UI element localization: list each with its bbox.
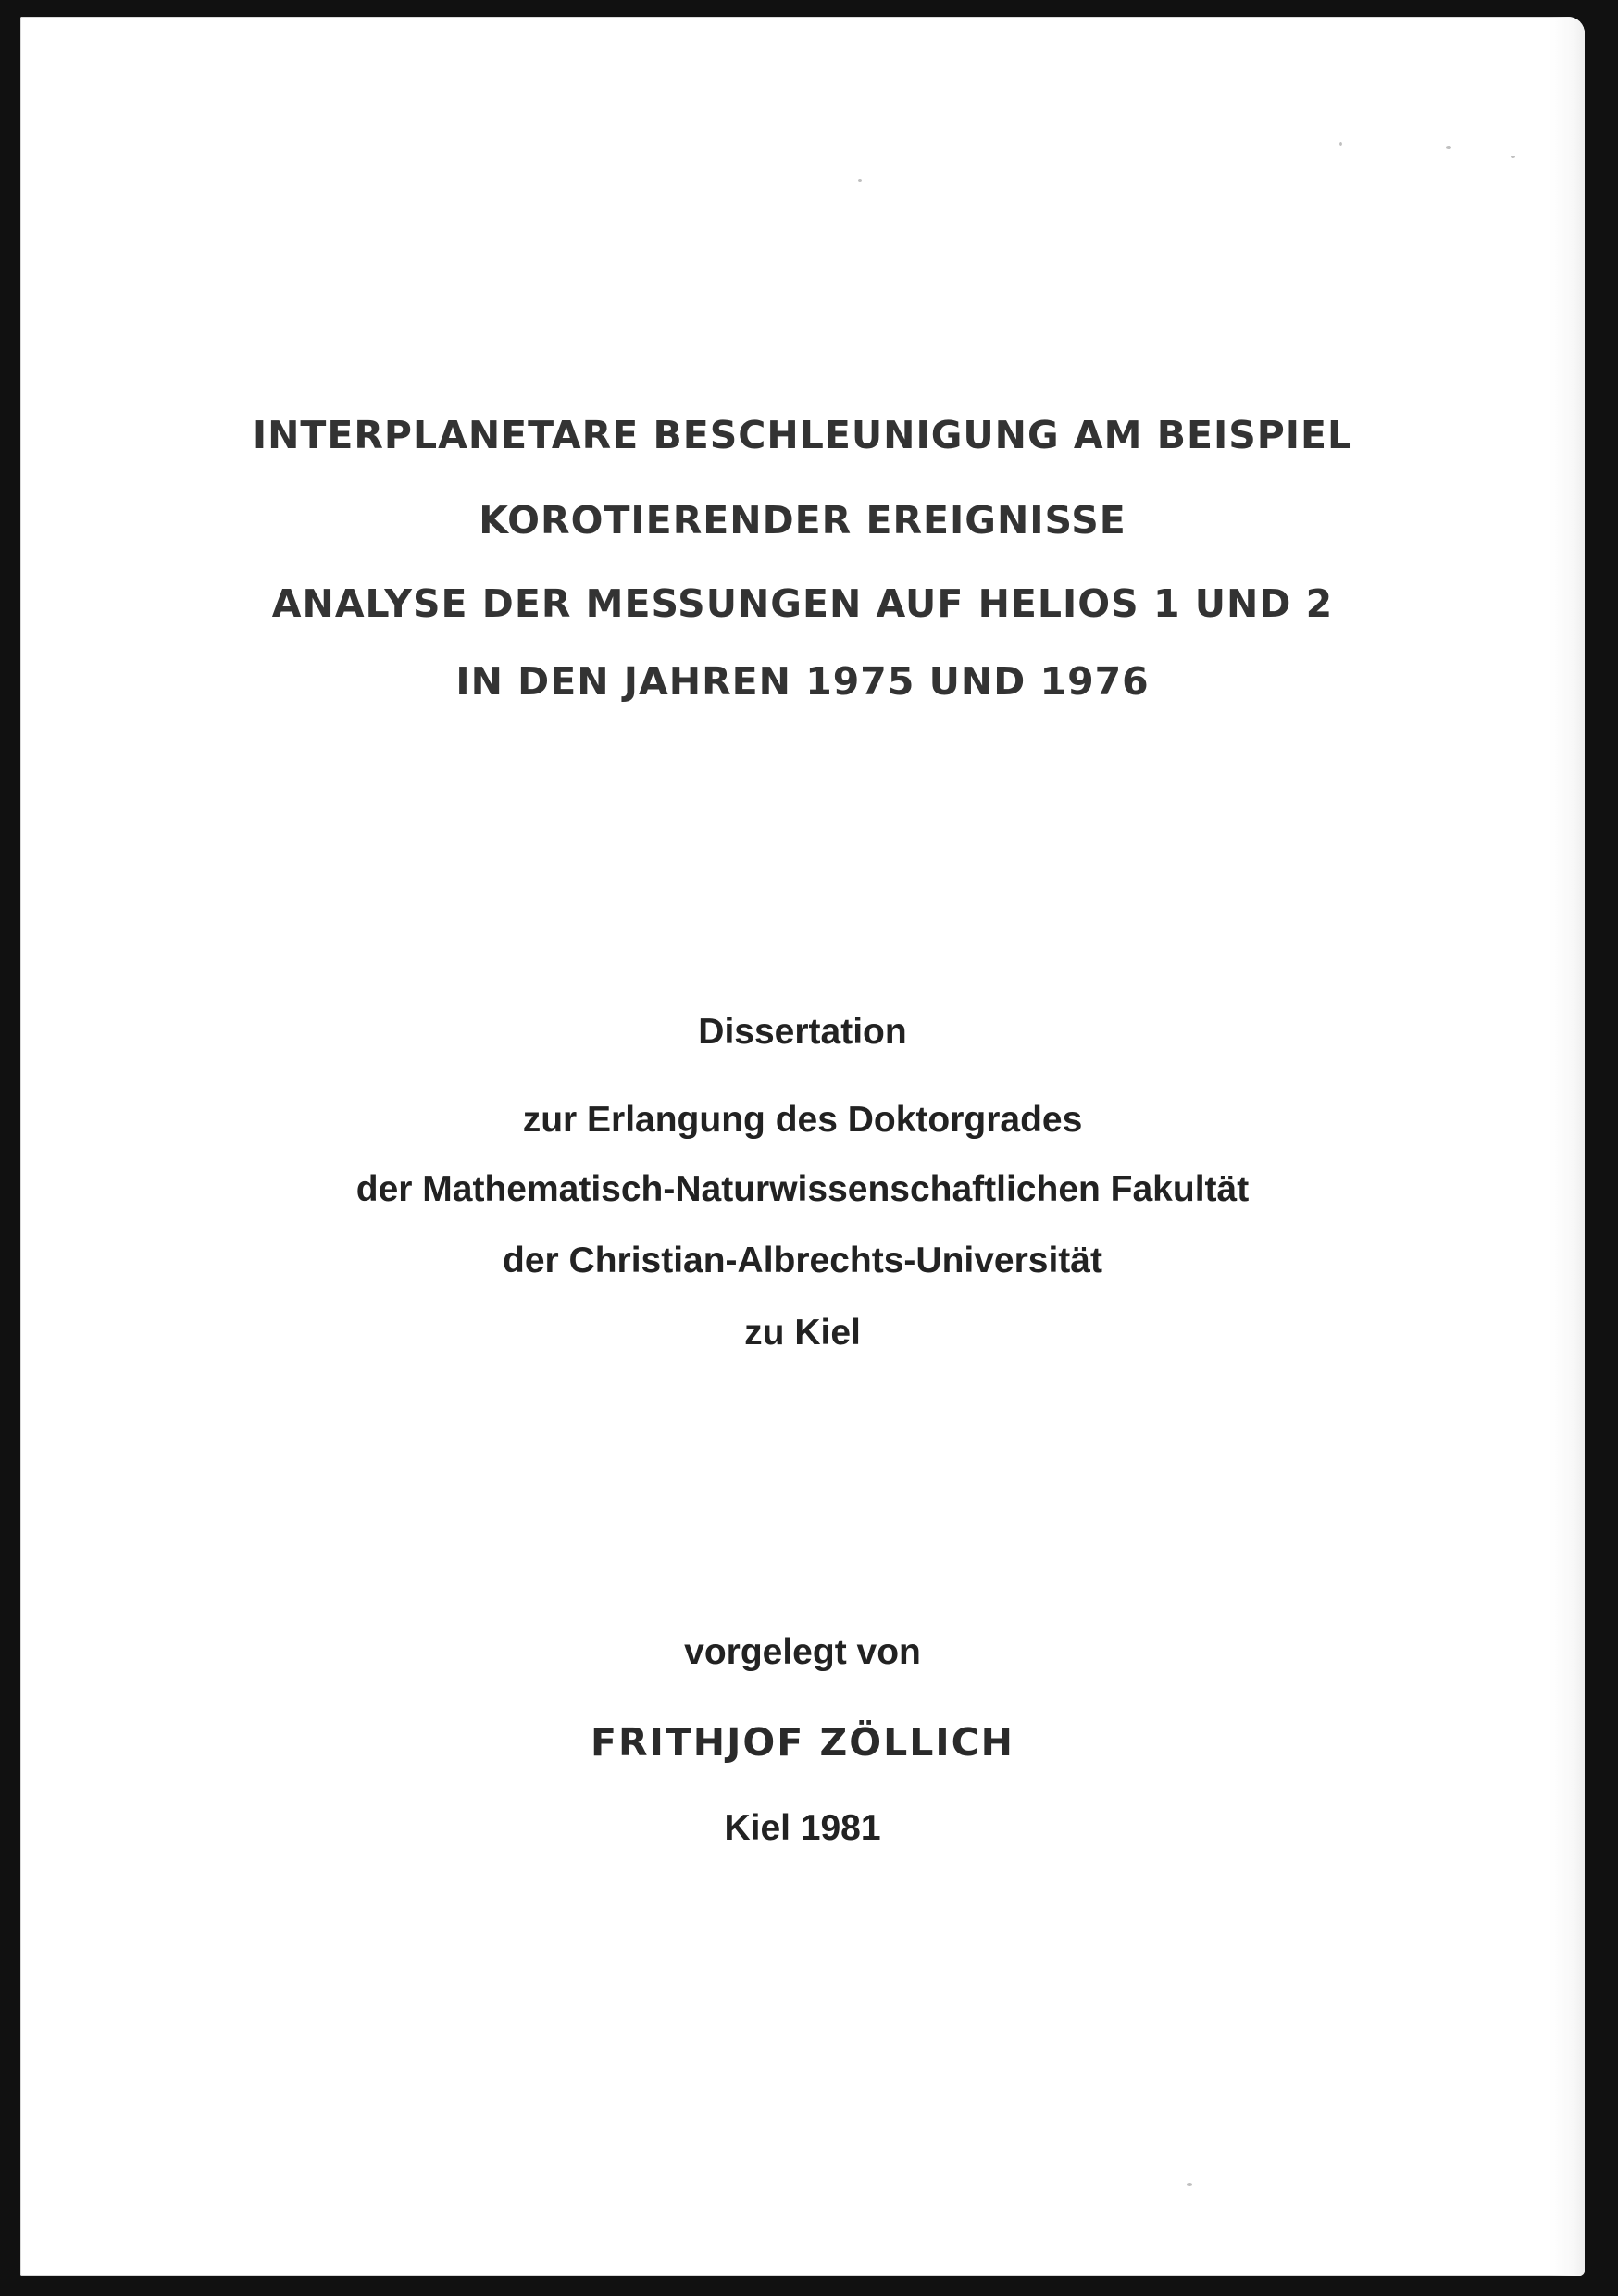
title-line-4: IN DEN JAHREN 1975 UND 1976 <box>455 659 1150 704</box>
dissertation-line-4: zu Kiel <box>744 1313 861 1353</box>
scan-speck <box>858 179 862 182</box>
title-line-2: KOROTIERENDER EREIGNISSE <box>479 498 1126 543</box>
dissertation-line-2: der Mathematisch-Naturwissenschaftlichen Fakultät <box>355 1169 1250 1209</box>
title-page <box>20 17 1585 2276</box>
paper-edge-shadow <box>1550 17 1585 2276</box>
scan-speck <box>1339 142 1342 146</box>
title-line-1: INTERPLANETARE BESCHLEUNIGUNG AM BEISPIEL <box>252 413 1353 457</box>
place-year: Kiel 1981 <box>724 1808 881 1848</box>
dissertation-line-3: der Christian-Albrechts-Universität <box>503 1241 1102 1280</box>
submitted-by-label: vorgelegt von <box>684 1632 921 1672</box>
title-line-3: ANALYSE DER MESSUNGEN AUF HELIOS 1 UND 2 <box>271 581 1334 626</box>
scan-speck <box>1446 146 1451 149</box>
scan-speck <box>1187 2183 1192 2186</box>
author-name: FRITHJOF ZÖLLICH <box>591 1720 1014 1765</box>
scan-speck <box>1511 156 1515 158</box>
dissertation-line-1: zur Erlangung des Doktorgrades <box>522 1100 1083 1140</box>
dissertation-heading: Dissertation <box>698 1012 907 1052</box>
